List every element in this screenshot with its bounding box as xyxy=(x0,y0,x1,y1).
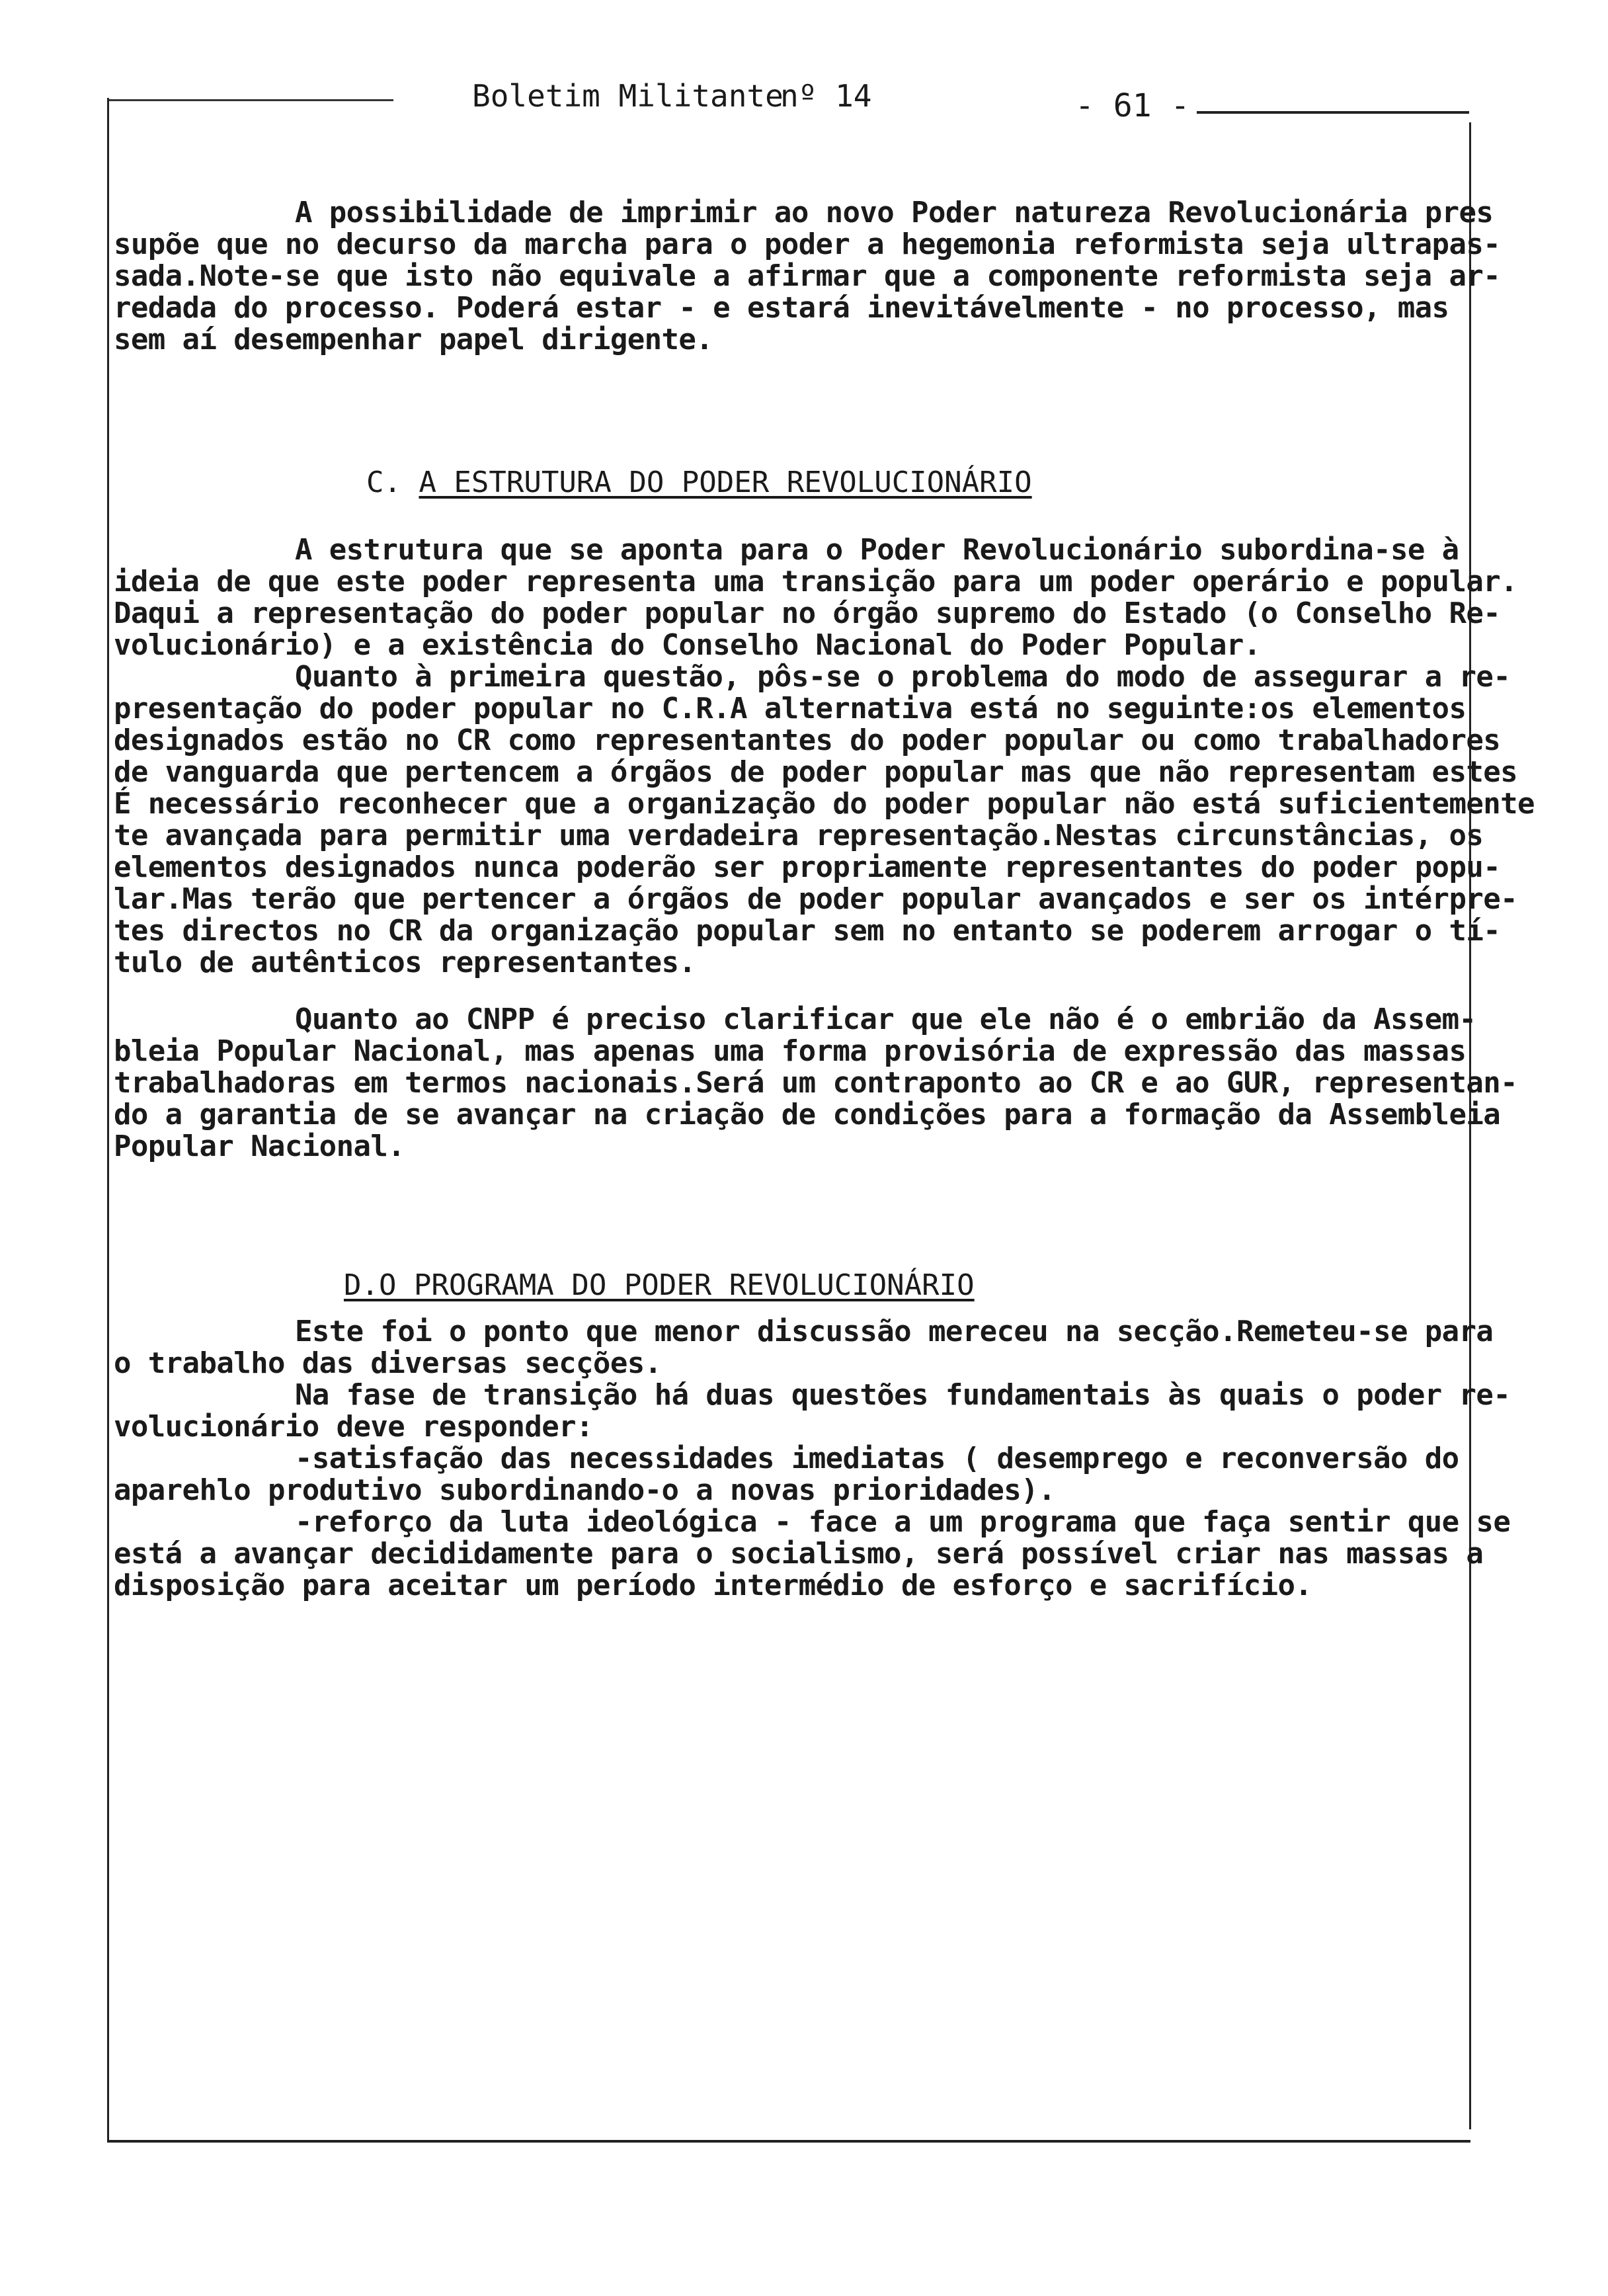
text-line: tulo de autênticos representantes. xyxy=(114,946,696,979)
text-line: A possibilidade de imprimir ao novo Poder natureza Revolucionária pres xyxy=(295,196,1494,229)
text-line: lar.Mas terão que pertencer a órgãos de poder popular avançados e ser os intérpre- xyxy=(114,882,1517,916)
section-c-title: A ESTRUTURA DO PODER REVOLUCIONÁRIO xyxy=(419,466,1032,499)
text-line: Daqui a representação do poder popular no órgão supremo do Estado (o Conselho Re- xyxy=(114,596,1501,630)
header-rule-right xyxy=(1197,111,1469,114)
text-line: Quanto à primeira questão, pôs-se o problema do modo de assegurar a re- xyxy=(295,660,1511,694)
text-line: está a avançar decididamente para o socialismo, será possível criar nas massas a xyxy=(114,1537,1484,1571)
text-line: de vanguarda que pertencem a órgãos de poder popular mas que não representam estes xyxy=(114,755,1517,789)
text-line: volucionário) e a existência do Conselho Nacional do Poder Popular. xyxy=(114,628,1261,662)
text-line: volucionário deve responder: xyxy=(114,1410,593,1444)
text-line: Na fase de transição há duas questões fundamentais às quais o poder re- xyxy=(295,1378,1511,1412)
section-c-prefix: C. xyxy=(366,466,419,499)
text-line: presentação do poder popular no C.R.A alternativa está no seguinte:os elementos xyxy=(114,692,1467,725)
text-line: o trabalho das diversas secções. xyxy=(114,1346,662,1380)
page-frame-bottom xyxy=(107,2140,1470,2143)
section-heading-c xyxy=(296,435,1032,530)
text-line: ideia de que este poder representa uma transição para um poder operário e popular. xyxy=(114,565,1517,598)
text-line: A estrutura que se aponta para o Poder Revolucionário subordina-se à xyxy=(295,533,1459,567)
issue-number: nº 14 xyxy=(780,78,872,114)
text-line: elementos designados nunca poderão ser propriamente representantes do poder popu- xyxy=(114,850,1501,884)
page-number: - 61 - xyxy=(1075,87,1190,124)
text-line: Este foi o ponto que menor discussão mereceu na secção.Remeteu-se para xyxy=(295,1315,1494,1348)
text-line: sem aí desempenhar papel dirigente. xyxy=(114,323,713,356)
publication-title: Boletim Militante xyxy=(472,78,784,114)
text-line: -reforço da luta ideológica - face a um programa que faça sentir que se xyxy=(295,1505,1511,1539)
text-line: redada do processo. Poderá estar - e estará inevitávelmente - no processo, mas xyxy=(114,291,1449,325)
text-line: trabalhadoras em termos nacionais.Será um contraponto ao CR e ao GUR, representan- xyxy=(114,1066,1517,1100)
text-line: do a garantia de se avançar na criação de condições para a formação da Assembleia xyxy=(114,1098,1501,1131)
header-rule-left xyxy=(109,99,393,101)
text-line: tes directos no CR da organização popular sem no entanto se poderem arrogar o tí- xyxy=(114,914,1501,948)
text-line: designados estão no CR como representantes do poder popular ou como trabalhadores xyxy=(114,723,1501,757)
text-line: aparehlo produtivo subordinando-o a novas prioridades). xyxy=(114,1473,1055,1507)
text-line: disposição para aceitar um período intermédio de esforço e sacrifício. xyxy=(114,1569,1312,1602)
text-line: te avançada para permitir uma verdadeira representação.Nestas circunstâncias, os xyxy=(114,819,1484,852)
text-line: supõe que no decurso da marcha para o poder a hegemonia reformista seja ultrapas- xyxy=(114,227,1501,261)
text-line: bleia Popular Nacional, mas apenas uma forma provisória de expressão das massas xyxy=(114,1034,1467,1068)
text-line: Quanto ao CNPP é preciso clarificar que ele não é o embrião da Assem- xyxy=(295,1003,1476,1036)
text-line: Popular Nacional. xyxy=(114,1129,405,1163)
section-d-title: D.O PROGRAMA DO PODER REVOLUCIONÁRIO xyxy=(343,1268,975,1302)
text-line: -satisfação das necessidades imediatas ( desemprego e reconversão do xyxy=(295,1442,1459,1475)
text-line: É necessário reconhecer que a organização do poder popular não está suficientemente xyxy=(114,787,1535,821)
page-frame-left xyxy=(107,98,109,2141)
text-line: sada.Note-se que isto não equivale a afirmar que a componente reformista seja ar- xyxy=(114,259,1501,293)
